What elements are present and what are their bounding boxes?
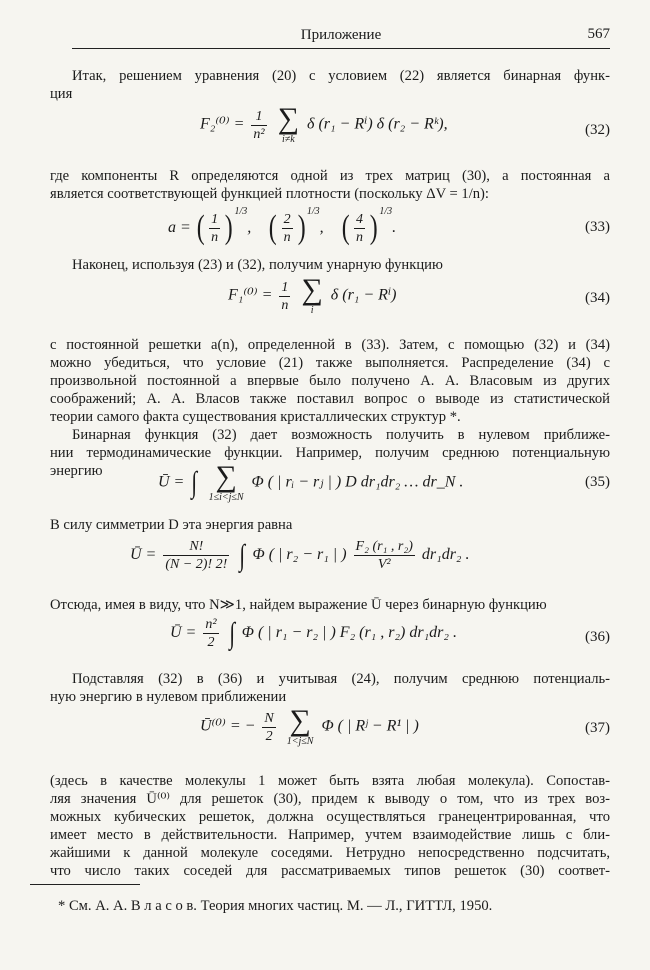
frac-den: n <box>211 229 219 245</box>
eq-lhs: F₁⁽⁰⁾ = <box>228 286 273 304</box>
equation-36 <box>50 616 610 666</box>
text-line: имеет место в действительности. Например, учтем взаимодействие лишь с бли- <box>50 827 610 843</box>
separator: , <box>247 219 252 236</box>
frac-den: n <box>283 229 291 245</box>
equation-number: (34) <box>585 290 610 306</box>
text-line: Подставляя (32) в (36) и учитывая (24), получим среднюю потенциаль- <box>72 671 610 687</box>
frac-num: 1 <box>251 108 266 126</box>
text-line: нии термодинамические функции. Например, получим среднюю потенциальную <box>50 445 610 461</box>
eq-mid: Φ ( | r₂ − r₁ | ) <box>252 546 347 564</box>
eq-lhs: F₂⁽⁰⁾ = <box>200 115 245 133</box>
eq-lhs: a = <box>168 219 191 236</box>
equation-34 <box>50 275 610 335</box>
equation-number: (35) <box>585 474 610 490</box>
paragraph-3 <box>50 256 610 274</box>
frac-num: 1 <box>211 211 219 227</box>
text-line: где компоненты R определяются одной из трех матриц (30), а постоянная a <box>50 168 610 184</box>
paragraph-1 <box>50 67 610 103</box>
text-line: что число таких соседей для рассматриваемых типов решеток (30) соответ- <box>50 863 610 879</box>
sum-limit: 1<j≤N <box>286 736 314 747</box>
text-line: Итак, решением уравнения (20) с условием (22) является бинарная функ- <box>72 68 610 84</box>
frac-num: 2 <box>283 211 291 227</box>
frac-den: n <box>281 297 289 313</box>
equation-32 <box>50 104 610 164</box>
frac-num: 4 <box>356 211 363 227</box>
eq-body: Φ ( | Rʲ − R¹ | ) <box>321 717 419 735</box>
frac-num: F₂ (r₁ , r₂) <box>355 539 413 554</box>
text-line: Отсюда, имея в виду, что N≫1, найдем выражение Ū через бинарную функцию <box>50 597 547 613</box>
integral-sign: ∫ <box>191 466 198 499</box>
text-line: теории самого факта существования кристаллических структур *. <box>50 409 461 425</box>
exponent: 1/3 <box>379 206 393 217</box>
text-line: ляя значения Ū⁽⁰⁾ для решеток (30), придем к выводу о том, что из трех воз- <box>50 791 610 807</box>
text-line: ция <box>50 86 73 102</box>
footnote: * См. А. А. В л а с о в. Теория многих частиц. М. — Л., ГИТТЛ, 1950. <box>58 898 493 914</box>
text-line: Бинарная функция (32) дает возможность получить в нулевом приближе- <box>72 427 610 443</box>
eq-lhs: Ū = <box>158 473 185 491</box>
running-header <box>72 26 610 48</box>
equation-number: (36) <box>585 629 610 645</box>
exponent: 1/3 <box>234 206 248 217</box>
frac-den: n <box>356 229 363 245</box>
integral-sign: ∫ <box>228 616 235 650</box>
equation-number: (37) <box>585 720 610 736</box>
eq-body: δ (r₁ − Rⁱ) δ (r₂ − Rᵏ), <box>307 115 448 133</box>
separator: , <box>319 219 324 236</box>
paragraph-6 <box>50 516 610 534</box>
text-line: В силу симметрии D эта энергия равна <box>50 517 293 533</box>
equation-33: a = ( $\frac{1}{n}$ ) $^{1/3}$, ( $\frac{2}{n}$ ) $^{1/3}$, ( $\frac{4}{n}$ ) $^{1/3}$. (33) <box>168 206 610 247</box>
sum-operator: ∑ 1≤i<j≤N <box>208 460 244 503</box>
frac-den: V² <box>377 557 391 572</box>
sum-operator: ∑ i≠k <box>277 102 299 145</box>
eq-end: dr₁dr₂ . <box>421 546 470 564</box>
frac-den: n² <box>253 126 265 142</box>
terminator: . <box>392 219 397 236</box>
sum-limit: i <box>310 305 314 316</box>
frac-num: N <box>264 710 274 726</box>
frac-den: (N − 2)! 2! <box>165 557 228 572</box>
frac-den: 2 <box>207 635 215 650</box>
paragraph-2 <box>50 167 610 203</box>
paragraph-8 <box>50 670 610 706</box>
frac-num: N! <box>163 538 229 556</box>
sum-operator: ∑ i <box>301 273 323 316</box>
text-line: соображений; А. А. Власов также поставил вопрос о выводе из статистической <box>50 391 610 407</box>
eq-fraction <box>354 538 415 573</box>
text-line: Наконец, используя (23) и (32), получим унарную функцию <box>72 257 443 273</box>
text-line: можных кубических решеток, должна осуществляться гранецентрированная, что <box>50 809 610 825</box>
eq-body: Φ ( | r₁ − r₂ | ) F₂ (r₁ , r₂) dr₁dr₂ . <box>241 624 457 642</box>
eq-lhs: Ū = <box>170 624 197 642</box>
sum-limit: i≠k <box>281 134 295 145</box>
eq-lhs: Ū = <box>130 546 157 564</box>
paragraph-9 <box>50 772 610 880</box>
header-rule <box>72 48 610 49</box>
footnote-rule <box>30 884 140 885</box>
frac-num: n² <box>205 617 217 632</box>
sum-operator: ∑ 1<j≤N <box>286 704 314 747</box>
text-line: с постоянной решетки a(n), определенной в (33). Затем, с помощью (32) и (34) <box>50 337 610 353</box>
integral-sign: ∫ <box>239 538 246 572</box>
eq-fraction <box>203 616 218 651</box>
paragraph-4 <box>50 336 610 426</box>
equation-number: (32) <box>585 122 610 138</box>
exponent: 1/3 <box>306 206 320 217</box>
paragraph-7 <box>50 596 610 614</box>
page-number: 567 <box>587 26 610 42</box>
text-line: ную энергию в нулевом приближении <box>50 689 287 705</box>
equation-symmetry <box>50 538 610 588</box>
text-line: произвольной постоянной a впервые было получено А. А. Власовым из других <box>50 373 610 389</box>
text-line: жайшими к данной молекуле соседями. Нетрудно непосредственно подсчитать, <box>50 845 610 861</box>
eq-lhs: Ū⁽⁰⁾ = − <box>200 717 256 735</box>
sum-limit: 1≤i<j≤N <box>208 492 244 503</box>
text-line: (здесь в качестве молекулы 1 может быть взята любая молекула). Сопостав- <box>50 773 610 789</box>
eq-fraction <box>279 279 290 314</box>
equation-37 <box>50 706 610 766</box>
text-line: является соответствующей функцией плотности (поскольку ΔV = 1/n): <box>50 186 489 202</box>
eq-fraction <box>262 710 275 745</box>
equation-35 <box>50 462 610 522</box>
eq-fraction <box>163 538 229 573</box>
frac-den: 2 <box>265 728 273 744</box>
header-title: Приложение <box>300 27 382 43</box>
eq-body: Φ ( | rᵢ − rⱼ | ) D dr₁dr₂ … dr_N . <box>251 473 464 491</box>
eq-body: δ (r₁ − Rⁱ) <box>330 286 397 304</box>
equation-number: (33) <box>585 219 610 235</box>
text-line: энергию <box>50 463 103 479</box>
frac-num: 1 <box>281 279 289 295</box>
eq-fraction <box>251 108 266 143</box>
text-line: можно убедиться, что условие (21) также выполняется. Распределение (34) с <box>50 355 610 371</box>
